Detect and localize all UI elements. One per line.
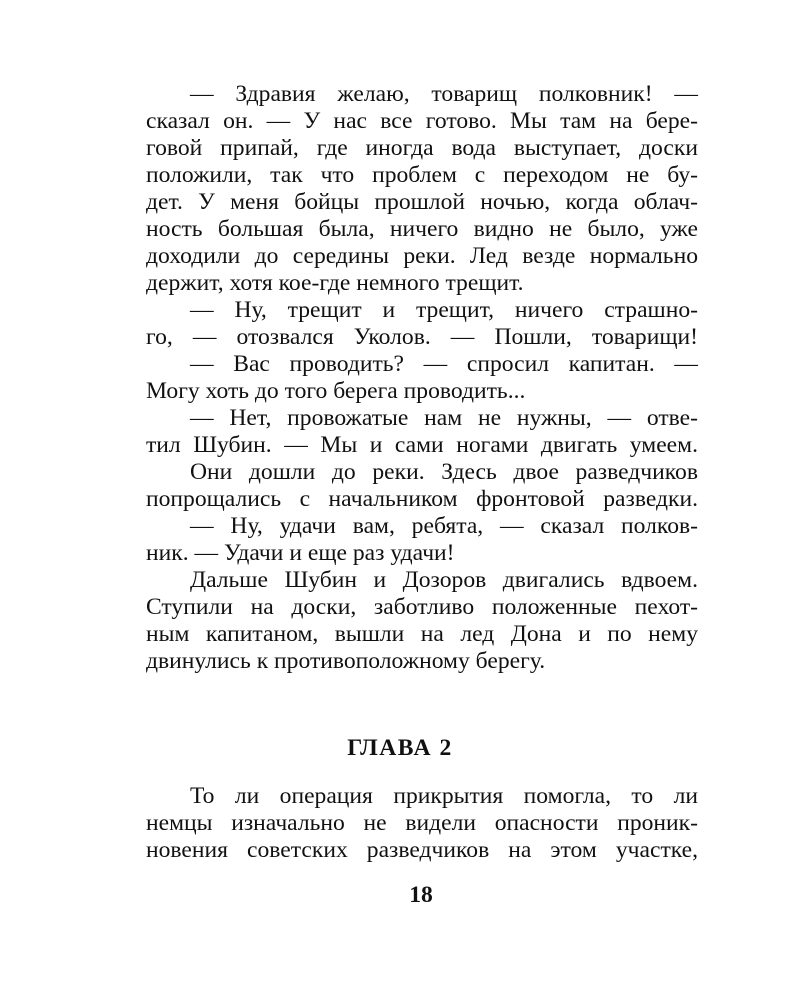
text-line: держит, хотя кое-где немного трещит. (146, 270, 524, 296)
text-line: немцы изначально не видели опасности проник- (146, 810, 698, 836)
text-line: То ли операция прикрытия помогла, то ли (190, 783, 698, 809)
text-line: — Здравия желаю, товарищ полковник! — (190, 81, 698, 107)
text-line: ник. — Удачи и еще раз удачи! (146, 540, 455, 566)
text-line: Ступили на доски, заботливо положенные пехот- (146, 594, 698, 620)
text-line: доходили до середины реки. Лед везде нормально (146, 243, 698, 269)
text-line: говой припай, где иногда вода выступает, доски (146, 135, 698, 161)
text-line: Они дошли до реки. Здесь двое разведчиков (190, 459, 698, 485)
text-line: сказал он. — У нас все готово. Мы там на бере- (146, 108, 698, 134)
text-line: попрощались с начальником фронтовой разведки. (146, 486, 698, 512)
text-line: — Ну, удачи вам, ребята, — сказал полков- (190, 513, 698, 539)
text-line: — Нет, провожатые нам не нужны, — отве- (190, 405, 698, 431)
chapter-heading: ГЛАВА 2 (347, 735, 453, 761)
text-line: Дальше Шубин и Дозоров двигались вдвоем. (190, 567, 698, 593)
text-line: го, — отозвался Уколов. — Пошли, товарищи! (146, 324, 698, 350)
text-line: двинулись к противоположному берегу. (146, 648, 546, 674)
text-line: тил Шубин. — Мы и сами ногами двигать умеем. (146, 432, 698, 458)
text-line: положили, так что проблем с переходом не бу- (146, 162, 698, 188)
text-line: ность большая была, ничего видно не было, уже (146, 216, 698, 242)
text-line: Могу хоть до того берега проводить... (146, 378, 526, 404)
text-line: новения советских разведчиков на этом участке, (146, 837, 698, 863)
text-line: дет. У меня бойцы прошлой ночью, когда облач- (146, 189, 698, 215)
text-line: — Ну, трещит и трещит, ничего страшно- (190, 297, 698, 323)
text-line: ным капитаном, вышли на лед Дона и по нему (146, 621, 698, 647)
text-line: — Вас проводить? — спросил капитан. — (190, 351, 698, 377)
page-number: 18 (409, 882, 433, 908)
